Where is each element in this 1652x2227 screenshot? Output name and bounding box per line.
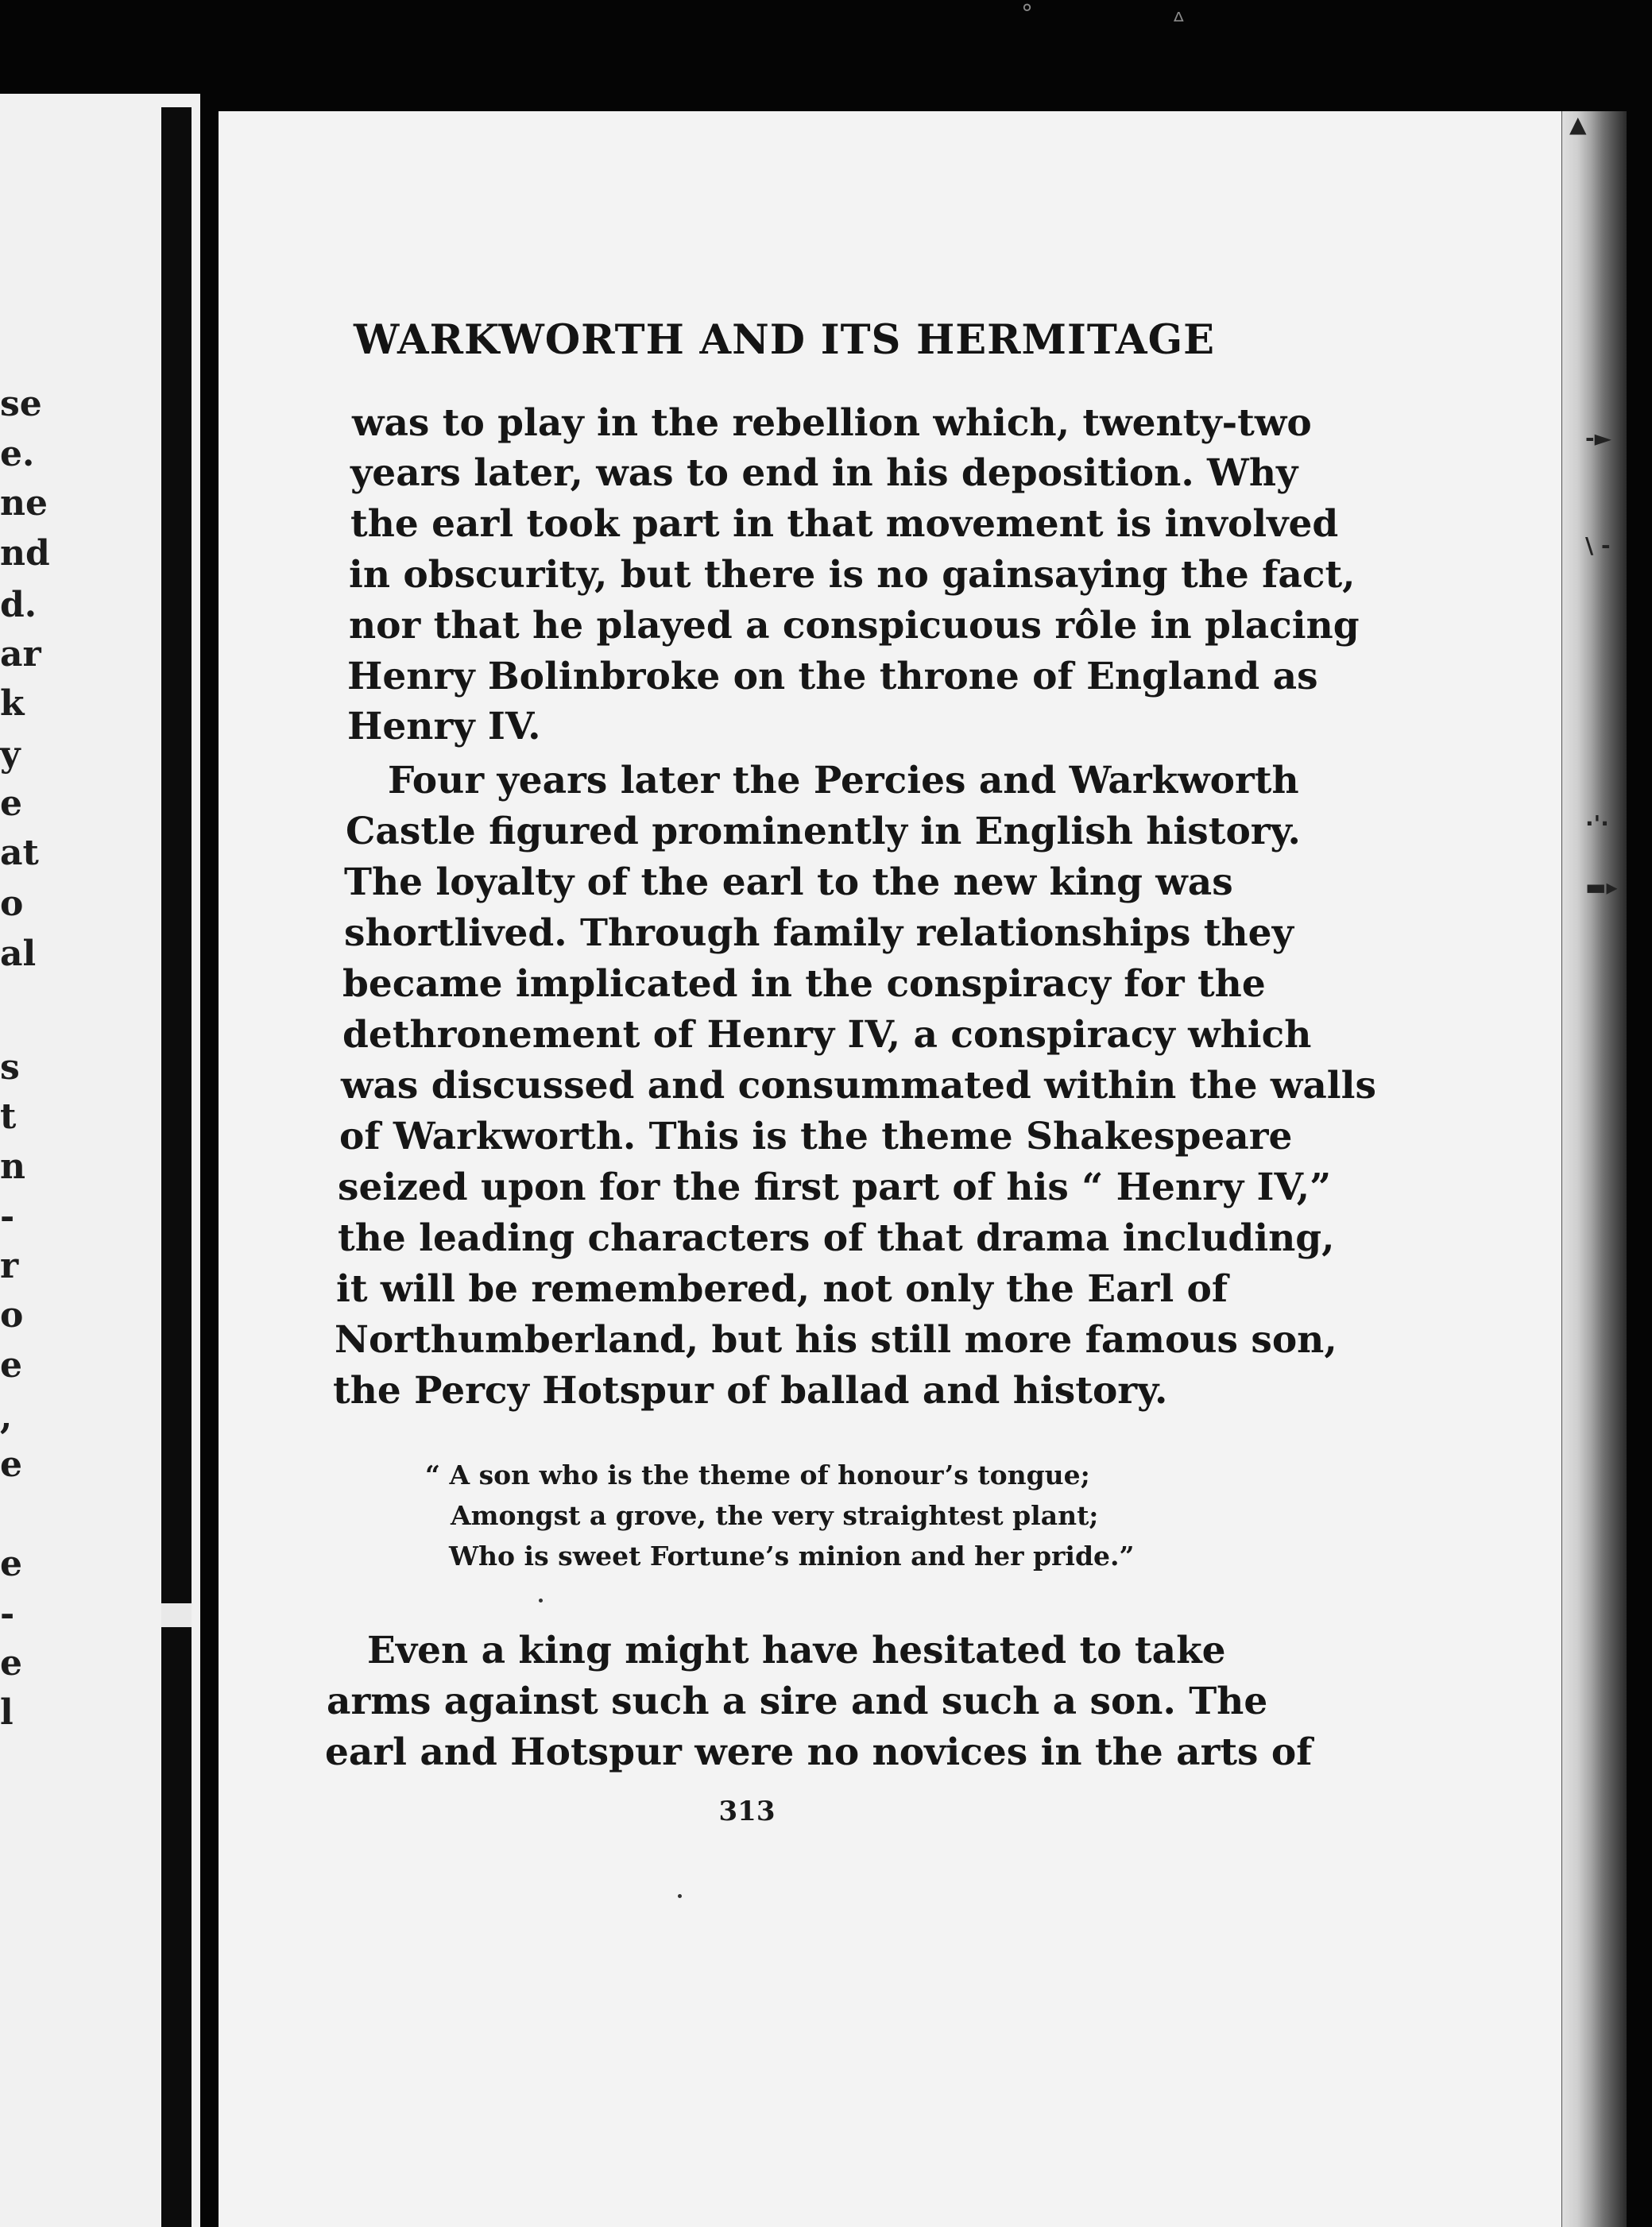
book-gutter — [161, 107, 192, 2227]
text-line: the leading characters of that drama including, — [338, 1216, 1335, 1260]
page-edge-mark: ▬▸ — [1585, 874, 1618, 900]
page-corner-mark: ▲ — [1569, 111, 1587, 137]
ink-speck — [539, 1599, 543, 1603]
text-line: became implicated in the conspiracy for the — [342, 962, 1266, 1006]
fragment: d. — [0, 585, 37, 625]
text-line: The loyalty of the earl to the new king was — [344, 860, 1233, 904]
text-line: Even a king might have hesitated to take — [367, 1629, 1226, 1672]
fragment: e — [0, 1345, 22, 1386]
text-line: it will be remembered, not only the Earl of — [336, 1267, 1228, 1311]
text-line: Four years later the Percies and Warkworth — [388, 759, 1299, 802]
fragment: r — [0, 1246, 19, 1286]
fragment: al — [0, 934, 37, 974]
quote-line: Amongst a grove, the very straightest plant; — [451, 1500, 1099, 1531]
text-line: the Percy Hotspur of ballad and history. — [333, 1369, 1168, 1413]
text-line: arms against such a sire and such a son. The — [327, 1680, 1268, 1723]
fragment: e — [0, 783, 22, 824]
fragment: - — [0, 1197, 15, 1237]
scan-speck: ° — [1021, 0, 1033, 28]
text-line: seized upon for the first part of his “ Henry IV,” — [338, 1166, 1332, 1209]
text-line: shortlived. Through family relationships they — [344, 911, 1294, 955]
quote-line: “ A son who is the theme of honour’s tongue; — [425, 1460, 1090, 1490]
page-number: 313 — [718, 1796, 776, 1827]
fragment: e — [0, 1544, 22, 1584]
text-line: of Warkworth. This is the theme Shakespeare — [339, 1115, 1293, 1158]
fragment: , — [0, 1397, 13, 1437]
fragment: k — [0, 683, 25, 724]
page-edge-mark: -► — [1585, 425, 1612, 451]
text-line: Henry IV. — [347, 705, 541, 748]
page-edge-mark: \ - — [1585, 532, 1611, 559]
page-edge-line — [1561, 111, 1562, 2227]
fragment: l — [0, 1692, 14, 1733]
fragment: nd — [0, 533, 50, 574]
fragment: n — [0, 1146, 25, 1187]
fragment: e — [0, 1444, 22, 1485]
running-head: WARKWORTH AND ITS HERMITAGE — [354, 316, 1216, 364]
page-edge-mark: ·'· — [1585, 810, 1609, 837]
fragment: ar — [0, 634, 41, 675]
text-line: the earl took part in that movement is involved — [350, 502, 1339, 546]
text-line: dethronement of Henry IV, a conspiracy which — [342, 1013, 1312, 1057]
fragment: s — [0, 1047, 20, 1088]
text-line: years later, was to end in his deposition. Why — [350, 451, 1298, 495]
text-line: in obscurity, but there is no gainsaying the fact, — [349, 553, 1356, 597]
text-line: was to play in the rebellion which, twenty-two — [352, 401, 1312, 445]
fragment: o — [0, 1295, 24, 1336]
text-line: was discussed and consummated within the walls — [341, 1064, 1376, 1108]
text-line: nor that he played a conspicuous rôle in placing — [349, 604, 1360, 648]
ink-speck — [678, 1894, 682, 1898]
text-line: Castle figured prominently in English history. — [346, 810, 1301, 853]
quote-line: Who is sweet Fortune’s minion and her pride.” — [449, 1541, 1135, 1572]
fragment: ne — [0, 483, 48, 524]
fragment: e. — [0, 434, 35, 474]
text-line: earl and Hotspur were no novices in the arts of — [325, 1730, 1313, 1774]
fragment: at — [0, 833, 39, 873]
fragment: y — [0, 734, 21, 775]
fragment: - — [0, 1594, 15, 1634]
fragment: t — [0, 1096, 17, 1137]
text-line: Henry Bolinbroke on the throne of England as — [347, 655, 1318, 698]
fragment: e — [0, 1643, 22, 1684]
scan-speck: ᐞ — [1172, 8, 1186, 36]
gutter-notch — [161, 1603, 192, 1627]
fragment: se — [0, 384, 42, 424]
fragment: o — [0, 883, 24, 924]
text-line: Northumberland, but his still more famous son, — [335, 1318, 1337, 1362]
